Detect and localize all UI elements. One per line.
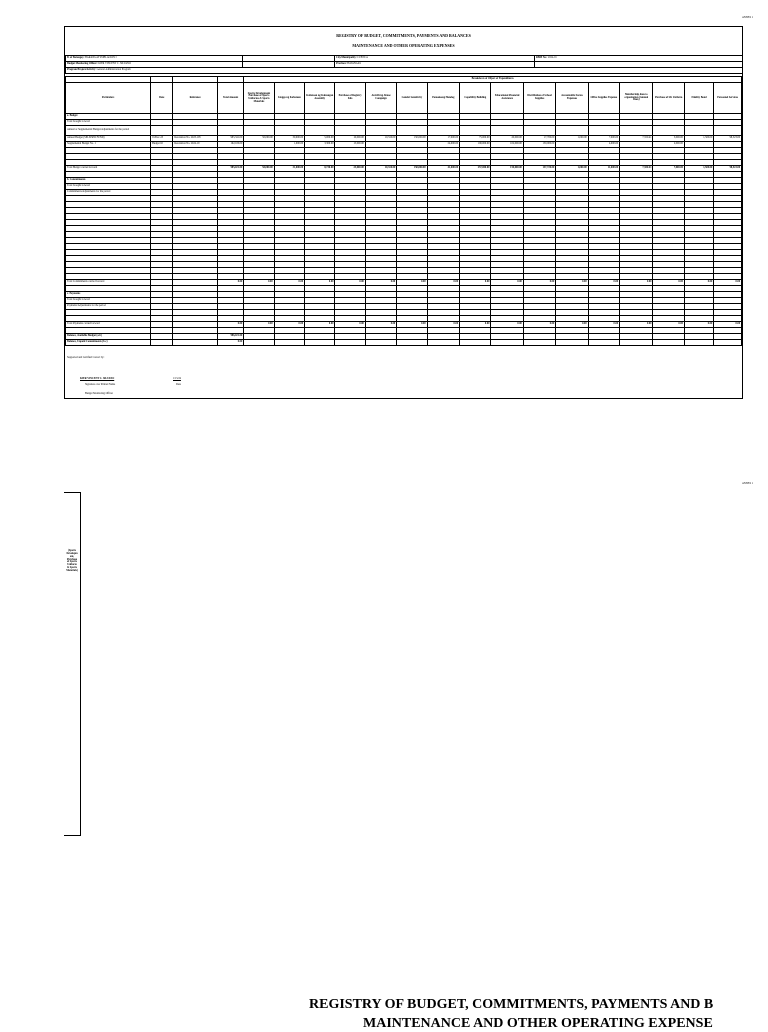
column-header: Capability Building — [460, 83, 491, 114]
column-header: Purchase of SK Uniform — [653, 83, 684, 114]
column-header: Pamaskong Handog — [427, 83, 459, 114]
column-header: Total Amount — [217, 83, 243, 114]
table-row: c. Payments — [66, 292, 742, 298]
appendix-label: ANNEX 1 — [742, 16, 754, 19]
program-cell: Program/Project/Activity: General Administration Program — [66, 68, 743, 74]
table-row: Total Commitments carried forward 0.00 0.00 0.00 0.00 0.00 0.00 0.00 0.00 0.00 0.00 0.00 0.00 0.00 0.00 0.00 0.00 0.00 — [66, 280, 742, 286]
signature-caption: Signature over Printed Name — [85, 383, 116, 386]
column-header: Gender Sensitivity — [397, 83, 427, 114]
barangay-cell: B. of Barangay: BARANGAY POBLACION I — [66, 56, 243, 62]
column-header: Office Supplies Expense — [588, 83, 619, 114]
registry-sheet — [64, 26, 743, 399]
table-row: Total brought forward — [66, 184, 742, 190]
registry-main-table — [65, 76, 742, 346]
column-header: Fidelity Bond — [684, 83, 713, 114]
column-header: Distribution of School Supplies — [523, 83, 555, 114]
province-cell: Province: BATANGAS — [335, 62, 535, 68]
table-row: Supplemental Budget No. 1 Budget 02 Resolution No. 2024-19 192,100.00 1,000.00 3,300.00 15,000.00 24,000.00 100,000.00 102,000.00 150,000.00 4,000.00 2,000.00 — [66, 142, 742, 148]
certified-label: Supported and Certified Correct by: — [67, 356, 105, 359]
signature-name: KIER VINCENT C. SILVANO — [80, 377, 115, 380]
column-header: Kabataan ng Kalusugan Assembly — [305, 83, 335, 114]
breakdown-header: Breakdown of Object of Expenditures — [244, 77, 742, 83]
column-header: Accountable Forms Expenses — [556, 83, 588, 114]
page2-side-label: (Sports Developm ent, Purchase of Sports Uniform & Sports Materials) — [66, 549, 78, 572]
officer-cell: Budget Monitoring Officer: KIER VINCENT C. SILVANO — [66, 62, 243, 68]
city-cell: City/Municipality: CUENCA — [335, 56, 535, 62]
table-row: Commitments/Adjustments for the period — [66, 190, 742, 196]
signature-date: 1/15/24 — [173, 377, 181, 380]
table-row: b. Commitments — [66, 178, 742, 184]
column-header: Linggo ng Kabataan — [274, 83, 304, 114]
registry-info-table — [65, 55, 743, 74]
table-row: Annual Budget (SPLISSED FUND) 01/Dec-23 Resolution No. 2023-195 985,341.00 50,000.00 30,000.00 5,000.00 10,000.00 10,310.00 150,000.00 17,000.00 75,000.00 20,000.00 17,700.00 1,000.00 7,000.00 7,550.41 5,000.00 1,500.00 98,523.00 — [66, 136, 742, 142]
column-header: Educational Financial Assistance — [491, 83, 523, 114]
page2-frame — [64, 492, 81, 836]
registry-subtitle: MAINTENANCE AND OTHER OPERATING EXPENSES — [352, 43, 455, 48]
column-header: Anti-Drug Abuse Campaign — [365, 83, 396, 114]
signature-role: Budget Monitoring Officer — [85, 392, 114, 395]
page2-title: REGISTRY OF BUDGET, COMMITMENTS, PAYMENTS AND B — [309, 997, 714, 1012]
table-row: Total Payments carried forward 0.00 0.00 0.00 0.00 0.00 0.00 0.00 0.00 0.00 0.00 0.00 0.00 0.00 0.00 0.00 0.00 0.00 — [66, 322, 742, 328]
column-header: Reference — [173, 83, 218, 114]
registry-title: REGISTRY OF BUDGET, COMMITMENTS, PAYMENTS AND BALANCES — [336, 33, 471, 38]
table-row: Total brought forward — [66, 120, 742, 126]
table-row: Total brought forward — [66, 298, 742, 304]
table-row: Total Budget carried forward 985,021.00 50,000.00 31,000.00 8,730.00 25,000.00 10,310.00 150,000.00 41,000.00 257,000.00 150,000.00 137,720.00 1,000.00 11,000.00 7,550.41 7,000.00 1,500.00 98,523.00 — [66, 166, 742, 172]
table-row: Payments/Adjustments for the period — [66, 304, 742, 310]
column-header: Sports Development Purchase of Sports Uniforms & Sports Materials — [244, 83, 274, 114]
table-row: Balance, Unpaid Commitments (b-c) 0.00 — [66, 340, 742, 346]
column-header: Purchase of Registry Kits — [335, 83, 365, 114]
column-header: Membership dues to organization (Annual Dues) — [620, 83, 653, 114]
date-caption: Date — [176, 383, 181, 386]
appendix-label-2: ANNEX 1 — [742, 482, 754, 485]
column-header: Personnel Services — [714, 83, 742, 114]
table-row: Balance, Available Budget (a-b) 986,021.00 — [66, 334, 742, 340]
page2-subtitle: MAINTENANCE AND OTHER OPERATING EXPENSE — [363, 1016, 713, 1031]
table-row: a. Budget — [66, 114, 742, 120]
rbm-cell: RBM No.: 2024-01 — [535, 56, 743, 62]
table-row: Annual or Supplemental Budget/Adjustments for the period — [66, 126, 742, 136]
column-header: Date — [151, 83, 173, 114]
column-header: Particulars — [66, 83, 151, 114]
